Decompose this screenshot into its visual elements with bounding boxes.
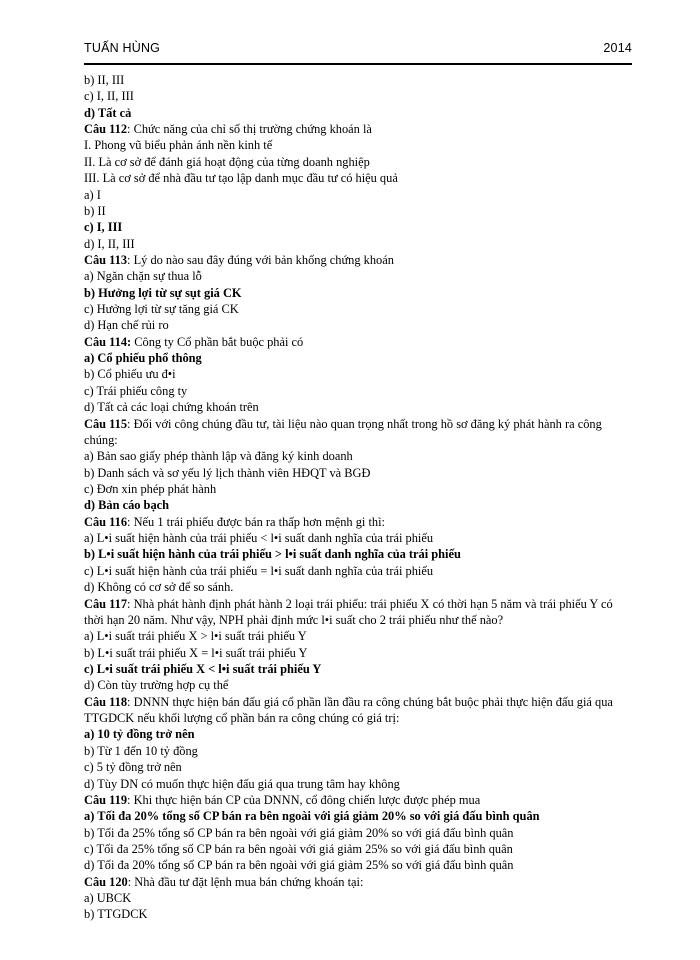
- answer-line: [84, 236, 634, 252]
- line-text: b) Danh sách và sơ yếu lý lịch thành viên HĐQT và BGĐ: [84, 465, 371, 480]
- line-text: II. Là cơ sở để đánh giá hoạt động của từng doanh nghiệp: [84, 154, 370, 169]
- line-text: c) 5 tỷ đồng trở nên: [84, 760, 182, 775]
- question-line: [84, 694, 634, 727]
- line-text: a) Cổ phiếu phổ thông: [84, 351, 202, 366]
- line-text: b) Cổ phiếu ưu đ•i: [84, 367, 176, 382]
- line-text: b) Tối đa 25% tổng số CP bán ra bên ngoài với giá giảm 20% so với giá đấu bình quân: [84, 825, 514, 840]
- line-text: b) TTGDCK: [84, 907, 148, 922]
- line-text: d) Bản cáo bạch: [84, 498, 170, 513]
- answer-line: [84, 72, 634, 88]
- question-number: Câu 115: [84, 416, 128, 431]
- line-text: a) L•i suất hiện hành của trái phiếu < l•i suất danh nghĩa của trái phiếu: [84, 531, 434, 546]
- line-text: d) Không có cơ sở để so sánh.: [84, 580, 234, 595]
- answer-line: [84, 563, 634, 579]
- line-text: a) I: [84, 187, 101, 202]
- answer-line: [84, 219, 634, 235]
- answer-line: [84, 481, 634, 497]
- line-text: c) L•i suất hiện hành của trái phiếu = l•i suất danh nghĩa của trái phiếu: [84, 563, 434, 578]
- line-text: Công ty Cổ phần bắt buộc phải có: [131, 334, 304, 349]
- question-line: [84, 252, 634, 268]
- line-text: d) I, II, III: [84, 236, 135, 251]
- answer-line: [84, 301, 634, 317]
- answer-line: [84, 187, 634, 203]
- answer-line: [84, 268, 634, 284]
- question-number: Câu 113: [84, 252, 128, 267]
- answer-line: [84, 776, 634, 792]
- line-text: c) Hưởng lợi từ sự tăng giá CK: [84, 302, 239, 317]
- line-text: : Nhà phát hành định phát hành 2 loại trái phiếu: trái phiếu X có thời hạn 5 năm và trái phiếu Y có thời hạn 20 năm. Như vậy, NPH phải định mức l•i suất cho 2 trái phiếu như thế nào?: [84, 596, 613, 627]
- question-line: [84, 514, 634, 530]
- line-text: a) L•i suất trái phiếu X > l•i suất trái phiếu Y: [84, 629, 307, 644]
- answer-line: [84, 677, 634, 693]
- header-author: TUẤN HÙNG: [84, 41, 161, 55]
- answer-line: [84, 841, 634, 857]
- question-line: [84, 416, 634, 449]
- line-text: III. Là cơ sở để nhà đầu tư tạo lập danh mục đầu tư có hiệu quả: [84, 171, 398, 186]
- answer-line: [84, 203, 634, 219]
- answer-line: [84, 628, 634, 644]
- question-number: Câu 114:: [84, 334, 132, 349]
- answer-line: [84, 743, 634, 759]
- line-text: d) Tất cả các loại chứng khoán trên: [84, 400, 259, 415]
- line-text: : Lý do nào sau đây đúng với bản khống chứng khoán: [127, 252, 394, 267]
- line-text: c) Trái phiếu công ty: [84, 383, 188, 398]
- answer-line: [84, 154, 634, 170]
- page-header: [84, 41, 632, 65]
- line-text: : Nhà đầu tư đặt lệnh mua bán chứng khoán tại:: [127, 874, 364, 889]
- answer-line: [84, 759, 634, 775]
- line-text: b) L•i suất hiện hành của trái phiếu > l•i suất danh nghĩa của trái phiếu: [84, 547, 461, 562]
- line-text: : Nếu 1 trái phiếu được bán ra thấp hơn mệnh gi thì:: [127, 514, 385, 529]
- question-number: Câu 119: [84, 792, 128, 807]
- line-text: : Đối với công chúng đầu tư, tài liệu nào quan trọng nhất trong hồ sơ đăng ký phát hành ra công chúng:: [84, 416, 602, 447]
- line-text: b) II: [84, 203, 106, 218]
- answer-line: [84, 448, 634, 464]
- question-line: [84, 874, 634, 890]
- answer-line: [84, 645, 634, 661]
- answer-line: [84, 825, 634, 841]
- answer-line: [84, 890, 634, 906]
- answer-line: [84, 530, 634, 546]
- line-text: b) II, III: [84, 73, 125, 87]
- answer-line: [84, 906, 634, 922]
- line-text: c) L•i suất trái phiếu X < l•i suất trái phiếu Y: [84, 662, 322, 676]
- line-text: d) Tối đa 20% tổng số CP bán ra bên ngoài với giá giảm 25% so với giá đấu bình quân: [84, 858, 514, 873]
- answer-line: [84, 350, 634, 366]
- answer-line: [84, 857, 634, 873]
- question-line: [84, 334, 634, 350]
- question-number: Câu 118: [84, 694, 128, 709]
- answer-line: [84, 399, 634, 415]
- answer-line: [84, 726, 634, 742]
- line-text: : DNNN thực hiện bán đấu giá cổ phần lần đầu ra công chúng bắt buộc phải thực hiện đấu giá qua TTGDCK nếu khối lượng cổ phần bán ra công chúng có giá trị:: [84, 694, 613, 726]
- answer-line: [84, 661, 634, 677]
- question-number: Câu 120: [84, 874, 128, 889]
- answer-line: [84, 105, 634, 121]
- line-text: d) Còn tùy trường hợp cụ thể: [84, 678, 229, 693]
- document-body: [84, 72, 634, 923]
- question-number: Câu 112: [84, 122, 128, 137]
- line-text: a) Ngăn chặn sự thua lỗ: [84, 269, 202, 284]
- line-text: c) I, III: [84, 220, 123, 235]
- line-text: a) 10 tỷ đồng trở nên: [84, 727, 195, 742]
- line-text: : Khi thực hiện bán CP của DNNN, cổ đông chiến lược được phép mua: [127, 792, 481, 807]
- line-text: d) Tất cả: [84, 105, 132, 120]
- answer-line: [84, 465, 634, 481]
- answer-line: [84, 808, 634, 824]
- question-number: Câu 117: [84, 596, 128, 611]
- answer-line: [84, 579, 634, 595]
- line-text: b) Hưởng lợi từ sự sụt giá CK: [84, 285, 242, 300]
- line-text: a) UBCK: [84, 891, 132, 906]
- answer-line: [84, 546, 634, 562]
- line-text: c) Đơn xin phép phát hành: [84, 482, 217, 497]
- question-line: [84, 121, 634, 137]
- line-text: I. Phong vũ biểu phản ánh nền kinh tế: [84, 138, 273, 153]
- question-number: Câu 116: [84, 514, 128, 529]
- answer-line: [84, 317, 634, 333]
- line-text: d) Tùy DN có muốn thực hiện đấu giá qua trung tâm hay không: [84, 776, 400, 791]
- line-text: a) Bản sao giấy phép thành lập và đăng ký kinh doanh: [84, 449, 353, 464]
- line-text: c) I, II, III: [84, 89, 134, 104]
- answer-line: [84, 366, 634, 382]
- answer-line: [84, 88, 634, 104]
- answer-line: [84, 285, 634, 301]
- line-text: b) L•i suất trái phiếu X = l•i suất trái phiếu Y: [84, 645, 308, 660]
- line-text: a) Tối đa 20% tổng số CP bán ra bên ngoài với giá giảm 20% so với giá đấu bình quân: [84, 809, 540, 824]
- line-text: : Chức năng của chỉ số thị trường chứng khoán là: [127, 122, 372, 137]
- answer-line: [84, 137, 634, 153]
- line-text: d) Hạn chế rủi ro: [84, 318, 169, 333]
- line-text: b) Từ 1 đến 10 tỷ đồng: [84, 743, 198, 758]
- header-year: 2014: [603, 41, 632, 55]
- answer-line: [84, 383, 634, 399]
- answer-line: [84, 170, 634, 186]
- question-line: [84, 596, 634, 629]
- answer-line: [84, 497, 634, 513]
- line-text: c) Tối đa 25% tổng số CP bán ra bên ngoài với giá giảm 25% so với giá đấu bình quân: [84, 841, 513, 856]
- question-line: [84, 792, 634, 808]
